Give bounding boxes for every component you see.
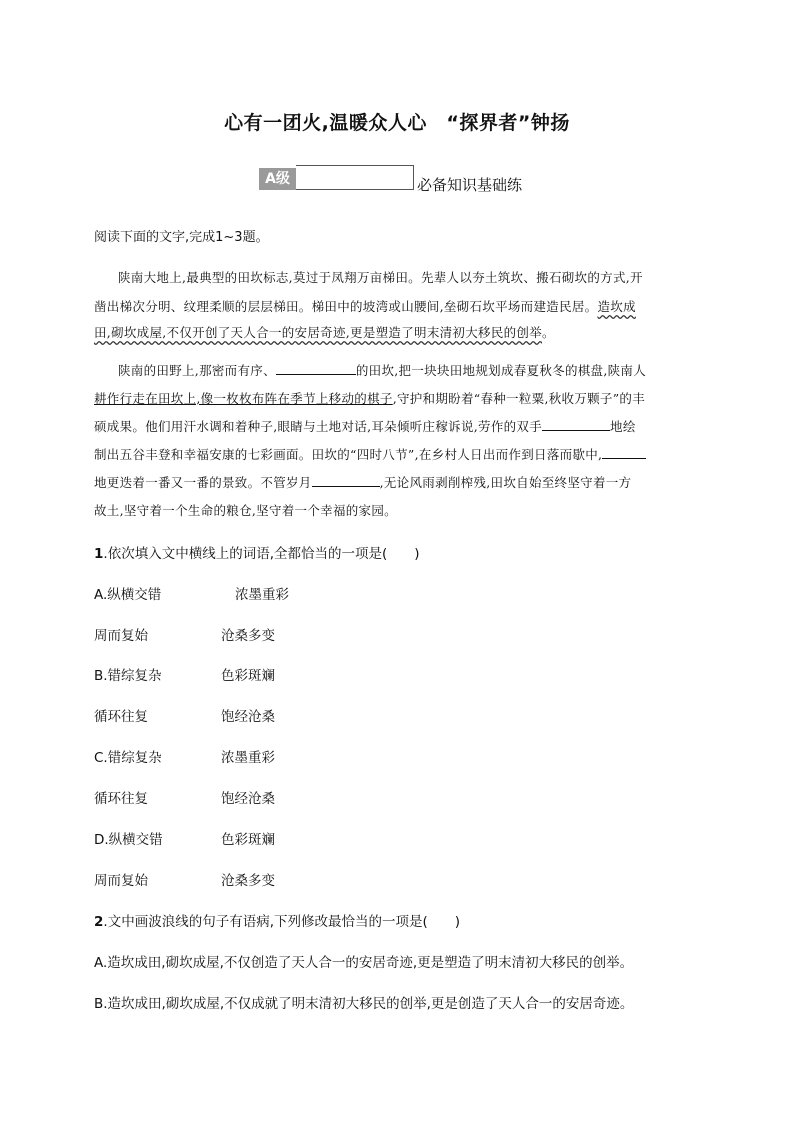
blank-4 (312, 474, 380, 487)
q1-option-b-word1: B.错综复杂 (94, 668, 162, 684)
question-number: 1 (94, 546, 104, 562)
passage-p2-line3 (94, 417, 636, 435)
q1-option-b-word2: 色彩斑斓 (221, 668, 275, 684)
passage-text: 的田坎,把一块块田地规划成春夏秋冬的棋盘,陕南人 (355, 363, 647, 378)
q1-option-a-word4: 沧桑多变 (221, 628, 275, 644)
passage-p2-line4 (94, 445, 646, 463)
passage-text: 。 (542, 325, 555, 340)
question-text: .依次填入文中横线上的词语,全都恰当的一项是( ) (103, 546, 420, 562)
passage-p2-line2 (94, 389, 645, 407)
question-2 (94, 910, 460, 930)
page-title: 心有一团火,温暖众人心 “探界者”钟扬 (224, 112, 570, 134)
passage-p1-line1: 陕南大地上,最典型的田坎标志,莫过于凤翔万亩梯田。先辈人以夯土筑坎、搬石砌坎的方式,开 (118, 270, 643, 285)
q1-option-c-word2: 浓墨重彩 (221, 750, 275, 766)
q1-option-c-word3: 循环往复 (94, 791, 148, 807)
passage-text: 制出五谷丰登和幸福安康的七彩画面。田坎的“四时八节”,在乡村人日出而作到日落而歇中, (94, 447, 603, 462)
passage-text: 陕南的田野上,那密而有序、 (118, 363, 276, 378)
q1-option-a-word1: A.纵横交错 (94, 587, 162, 603)
passage-text: 地绘 (610, 419, 636, 434)
q2-option-a: A.造坎成田,砌坎成屋,不仅创造了天人合一的安居奇迹,更是塑造了明末清初大移民的创举。 (94, 955, 634, 971)
instruction: 阅读下面的文字,完成1~3题。 (94, 230, 269, 245)
q1-option-d-word3: 周而复始 (94, 873, 148, 889)
level-box (296, 165, 414, 190)
wavy-sentence: 田,砌坎成屋,不仅开创了天人合一的安居奇迹,更是塑造了明末清初大移民的创举 (94, 325, 543, 340)
q1-option-b-word3: 循环往复 (94, 709, 148, 725)
passage-text: ,无论风雨剥削榨残,田坎自始至终坚守着一方 (379, 475, 632, 490)
question-1 (94, 542, 420, 562)
passage-p1-line3 (94, 323, 555, 341)
q1-option-d-word2: 色彩斑斓 (221, 832, 275, 848)
q1-option-c-word4: 饱经沧桑 (221, 791, 275, 807)
q1-option-d-word1: D.纵横交错 (94, 832, 163, 848)
passage-text: 凿出梯次分明、纹理柔顺的层层梯田。梯田中的坡湾或山腰间,垒砌石坎平场而建造民居。 (94, 299, 598, 314)
passage-text: 硕成果。他们用汗水调和着种子,眼睛与土地对话,耳朵倾听庄稼诉说,劳作的双手 (94, 419, 543, 434)
passage-p2-line6: 故土,坚守着一个生命的粮仓,坚守着一个幸福的家园。 (94, 503, 397, 518)
underlined-sentence: 耕作行走在田坎上,像一枚枚布阵在季节上移动的棋子 (94, 391, 393, 406)
q1-option-a-word2: 浓墨重彩 (235, 587, 289, 603)
wavy-sentence-start: 造坎成 (597, 299, 636, 314)
q1-option-d-word4: 沧桑多变 (221, 873, 275, 889)
question-text: .文中画波浪线的句子有语病,下列修改最恰当的一项是( ) (103, 914, 461, 930)
passage-p2-line1 (118, 361, 646, 379)
blank-3 (602, 446, 646, 459)
q2-option-b: B.造坎成田,砌坎成屋,不仅成就了明末清初大移民的创举,更是创造了天人合一的安居奇迹。 (94, 996, 634, 1012)
level-label: 必备知识基础练 (417, 176, 523, 194)
blank-1 (276, 362, 356, 375)
passage-p2-line5 (94, 473, 631, 491)
q1-option-b-word4: 饱经沧桑 (221, 709, 275, 725)
passage-text: 地更迭着一番又一番的景致。不管岁月 (94, 475, 312, 490)
passage-p1-line2 (94, 297, 636, 315)
blank-2 (542, 418, 610, 431)
passage-text: ,守护和期盼着“春种一粒粟,秋收万颗子”的丰 (392, 391, 646, 406)
question-number: 2 (94, 914, 104, 930)
q1-option-c-word1: C.错综复杂 (94, 750, 162, 766)
level-tag: A级 (259, 168, 296, 190)
q1-option-a-word3: 周而复始 (94, 628, 148, 644)
